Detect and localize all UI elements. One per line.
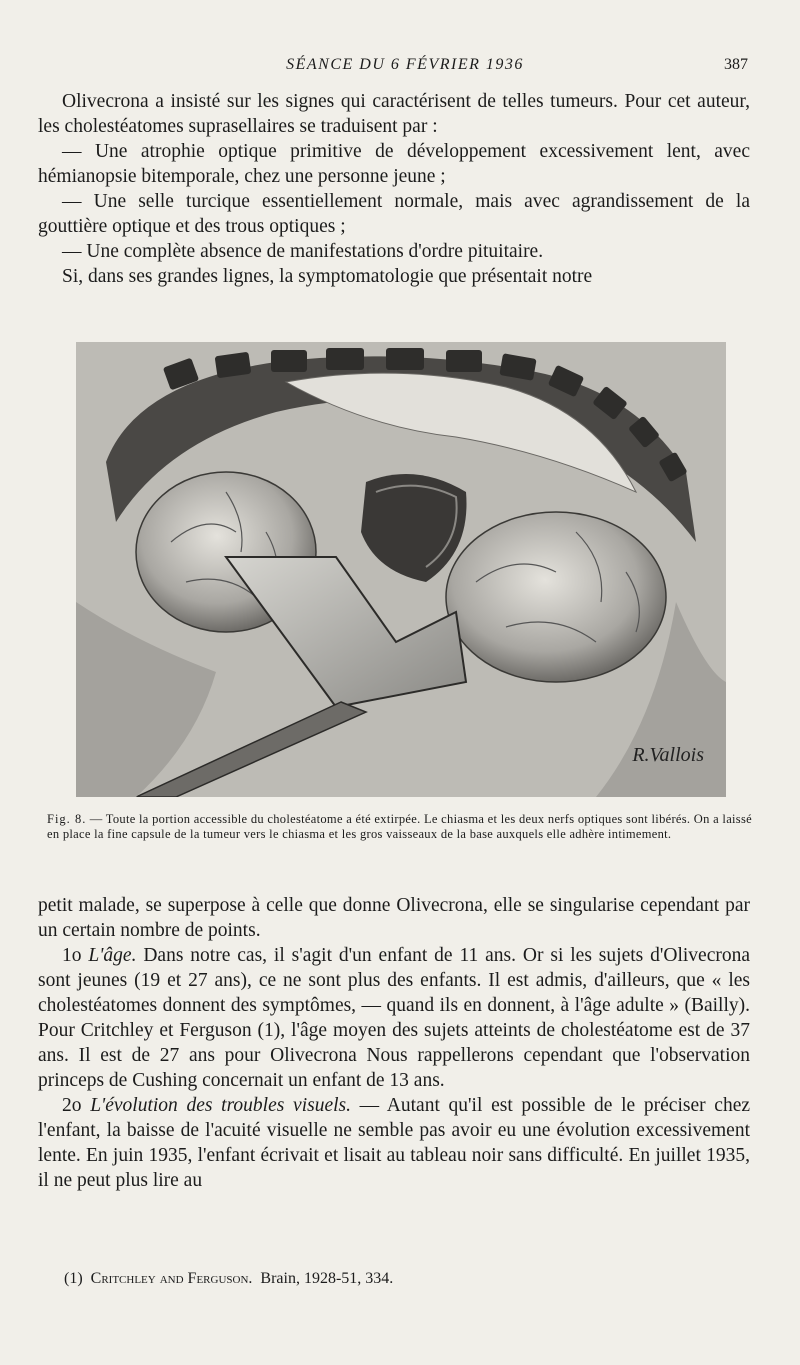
bottom-text-block (38, 893, 750, 1193)
paragraph: petit malade, se superpose à celle que donne Olivecrona, elle se singularise cependant par un certain nombre de points. (38, 895, 750, 941)
top-text-block (38, 89, 750, 289)
paragraph: Si, dans ses grandes lignes, la symptomatologie que présentait notre (62, 266, 593, 287)
paragraph: — Une atrophie optique primitive de développement excessivement lent, avec hémianopsie bitemporale, chez une personne jeune ; (38, 141, 750, 187)
running-head (60, 56, 750, 80)
right-frontal-lobe (446, 512, 666, 682)
paragraph: Olivecrona a insisté sur les signes qui caractérisent de telles tumeurs. Pour cet auteur, les cholestéatomes suprasellaires se traduisent par : (38, 91, 750, 137)
footnote-reference: Brain, 1928-51, 334. (256, 1270, 394, 1287)
section-text: Dans notre cas, il s'agit d'un enfant de 11 ans. Or si les sujets d'Olivecrona sont jeunes (19 et 27 ans), ce ne sont plus des enfants. Il est admis, d'ailleurs, que « les cholestéatomes donnent des symptômes, — quand ils en donnent, à l'âge adulte » (Bailly). Pour Critchley et Ferguson (1), l'âge moyen des sujets atteints de cholestéatome est de 37 ans. Il est de 27 ans pour Olivecrona Nous rappellerons cependant que l'observation princeps de Cushing concernait un enfant de 13 ans. (38, 945, 751, 1091)
section-title: L'âge. (88, 945, 137, 966)
paragraph-evolution (38, 1093, 750, 1193)
section-number: 1o (62, 945, 82, 966)
figure-caption (47, 812, 752, 842)
footnote (64, 1270, 754, 1288)
paragraph: — Une selle turcique essentiellement normale, mais avec agrandissement de la gouttière optique et des trous optiques ; (38, 191, 750, 237)
surgical-illustration (76, 342, 726, 797)
section-text: — Autant qu'il est possible de le préciser chez l'enfant, la baisse de l'acuité visuelle ne semble pas avoir eu une évolution excessivement lente. En juin 1935, l'enfant écrivait et lisait au tableau noir sans difficulté. En juillet 1935, il ne peut plus lire au (38, 1095, 751, 1191)
figure-label: Fig. 8. (47, 812, 87, 826)
footnote-marker: (1) (64, 1270, 83, 1287)
section-title: L'évolution des troubles visuels. (90, 1095, 351, 1116)
illustration-drawing (76, 342, 726, 797)
caption-text: — Toute la portion accessible du cholestéatome a été extirpée. Le chiasma et les deux nerfs optiques sont libérés. On a laissé en place la fine capsule de la tumeur vers le chiasma et les gros vaisseaux de la base auxquels elle adhère intimement. (47, 812, 752, 841)
section-number: 2o (62, 1095, 82, 1116)
paragraph-age (38, 943, 750, 1093)
running-head-title: SÉANCE DU 6 FÉVRIER 1936 (286, 56, 524, 73)
artist-signature: R.Vallois (632, 744, 704, 766)
footnote-authors: Critchley and Ferguson. (90, 1270, 253, 1287)
paragraph: — Une complète absence de manifestations d'ordre pituitaire. (62, 241, 544, 262)
page-number: 387 (724, 56, 748, 73)
